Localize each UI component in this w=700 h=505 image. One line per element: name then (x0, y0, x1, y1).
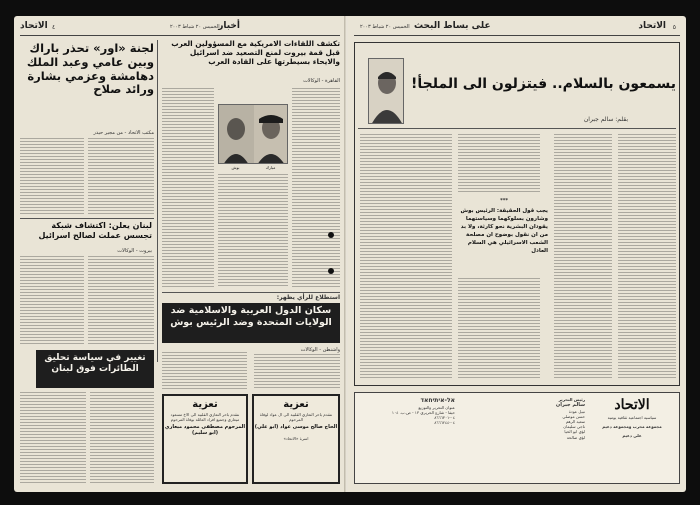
left-story-text-b (88, 138, 154, 214)
article-separator: *** (500, 198, 508, 204)
lebanon-text-a (20, 392, 86, 484)
rule (20, 218, 154, 219)
imprint-logo: الاتحاد (614, 397, 650, 413)
condolence-1-title: تعزية (192, 399, 218, 410)
main-story-text-b (292, 88, 340, 288)
leaders-photo (218, 104, 288, 164)
condolence-box-2 (252, 394, 340, 484)
poll-banner: سكان الدول العربية والاسلامية ضد الولايات المتحدة وضد الرئيس بوش (162, 303, 340, 343)
poll-text-a (162, 352, 247, 390)
imprint-staff-6: لؤي صالحة (566, 434, 585, 440)
imprint-staff-7: علي دعيم (622, 433, 642, 439)
lebanon-text-b (90, 392, 154, 484)
bush-face (227, 118, 245, 140)
spy-story-text-a (20, 256, 84, 346)
right-logo: الاتحاد (638, 21, 666, 31)
article-headline: يسمعون بالسلام.. فيتزلون الى الملجأ! (411, 76, 676, 92)
condolence-2-signature: اسرة «الاتحاد» (283, 436, 309, 442)
left-story-byline: مكتب الاتحاد - من مجير حيدر (93, 130, 154, 136)
condolence-box-1 (162, 394, 248, 484)
spy-story-headline: لبنان يعلن: اكتشاف شبكة تجسس عملت لصالح اسرائيل (38, 221, 152, 240)
article-text-col-3 (554, 134, 612, 380)
condolence-2-text: نتقدم باحر التعازي القلبية الى ال عواد لوفاة المرحوم (259, 412, 333, 423)
photo-caption-right: مبارك (265, 165, 276, 170)
imprint-description: سياسية اجتماعية ثقافية يومية (607, 415, 657, 420)
article-text-col-4 (618, 134, 676, 380)
imprint-box (354, 392, 680, 484)
left-section-tag: أخبار (218, 21, 240, 31)
left-date: الخميس ٢٠ شباط ٢٠٠٣ (170, 24, 220, 30)
imprint-editor: سالم جبران (555, 402, 585, 409)
imprint-staff-4: ناجي سليمان (563, 424, 585, 430)
right-section-tag: على بساط البحث (414, 21, 491, 31)
article-pullquote: يجب قول الحقيقة: الرئيس بوش وشارون بسلوكهما وسياستهما يقودان البشرية نحو كارثة، ولا بد من ان نقول بوضوح ان مصلحة الشعب الاسرائيلي هي السلام العادل (460, 208, 548, 254)
article-byline: بقلم: سالم جبران (583, 116, 628, 123)
imprint-staff-5: لؤي ابو الحيا (564, 429, 585, 435)
article-text-col-2b (458, 278, 540, 380)
author-photo (368, 58, 404, 124)
left-story-headline: لجنة «اور» تحذر باراك وبين عامي وعبد الملك دهامشة وعزمي بشارة ورائد صلاح (26, 41, 154, 97)
rule (358, 128, 676, 129)
right-newspaper-page (348, 16, 686, 492)
photo-caption-left: بوش (231, 165, 240, 170)
rule (162, 292, 340, 293)
left-page-number: ٤ (52, 24, 56, 31)
imprint-staff-3: سعيد الرهم (565, 419, 585, 425)
article-text-col-1 (360, 134, 452, 380)
poll-kicker: استطلاع للرأي يظهر: (276, 294, 340, 301)
imprint-staff-block (459, 397, 585, 479)
imprint-address: حيفا - شارع الحريري ١٣ - ص.ب. ١٠٤ (391, 409, 455, 415)
main-story-dateline: القاهرة - الوكالات (303, 78, 340, 84)
lebanon-banner: تغيير في سياسة تحليق الطائرات فوق لبنان (36, 350, 154, 388)
imprint-phone: ٠٤-٨٦٦٦٣٠١ (434, 415, 455, 421)
right-page-number: ٥ (672, 24, 676, 31)
left-page-header (20, 20, 340, 36)
main-story-text-c (218, 174, 288, 288)
left-newspaper-page (14, 16, 346, 492)
right-page-header (354, 20, 680, 36)
condolence-1-text: نتقدم باحر التعازي القلبية الى الاخ مسعود ميعاري وجميع افراد العائلة بوفاة المرحوم (170, 412, 240, 423)
condolence-2-title: تعزية (283, 399, 309, 410)
imprint-editor-label: رئيس التحرير (558, 397, 585, 402)
imprint-address-title: عنوان التحرير والتوزيع (418, 404, 455, 410)
imprint-fax: ٠٤-٨٦٦٦٢٤٤ (434, 420, 455, 426)
binding-hole (328, 232, 334, 238)
leaders-photo-svg (219, 105, 288, 164)
binding-hole (328, 268, 334, 274)
imprint-address-block (359, 397, 455, 479)
right-date: الخميس ٢٠ شباط ٢٠٠٣ (360, 24, 410, 30)
poll-text-b (254, 354, 340, 390)
imprint-logo-block (589, 397, 675, 479)
author-photo-svg (369, 59, 404, 124)
left-story-text-a (20, 138, 84, 214)
left-logo: الاتحاد (20, 21, 48, 31)
main-story-text-a (162, 88, 214, 288)
main-story-headline: تكشف اللقاءات الامريكية مع المسؤولين العرب قبل قمة بيروت لمنع التصعيد ضد اسرائيل والايحاء بسيطرتها على القادة العرب (171, 39, 340, 66)
condolence-1-name: المرحوم مصطفى محمود ميعاري (ابو سليم) (164, 424, 246, 437)
column-rule (157, 40, 158, 362)
spy-story-dateline: بيروت - الوكالات (117, 248, 152, 254)
poll-dateline: واشنطن - الوكالات (300, 347, 340, 353)
imprint-staff-2: حسن موصلي (562, 413, 585, 419)
imprint-hebrew-name: אל-איתיחאד (420, 397, 455, 404)
imprint-publisher: مجموعة محرب ومجموعة دعيم (602, 424, 662, 430)
imprint-staff-1: نبيل عودة (568, 408, 585, 414)
spy-story-text-b (88, 256, 154, 346)
condolence-2-name: الحاج صالح موسى عواد (ابو علي) (254, 424, 338, 431)
article-text-col-2a (458, 134, 540, 194)
